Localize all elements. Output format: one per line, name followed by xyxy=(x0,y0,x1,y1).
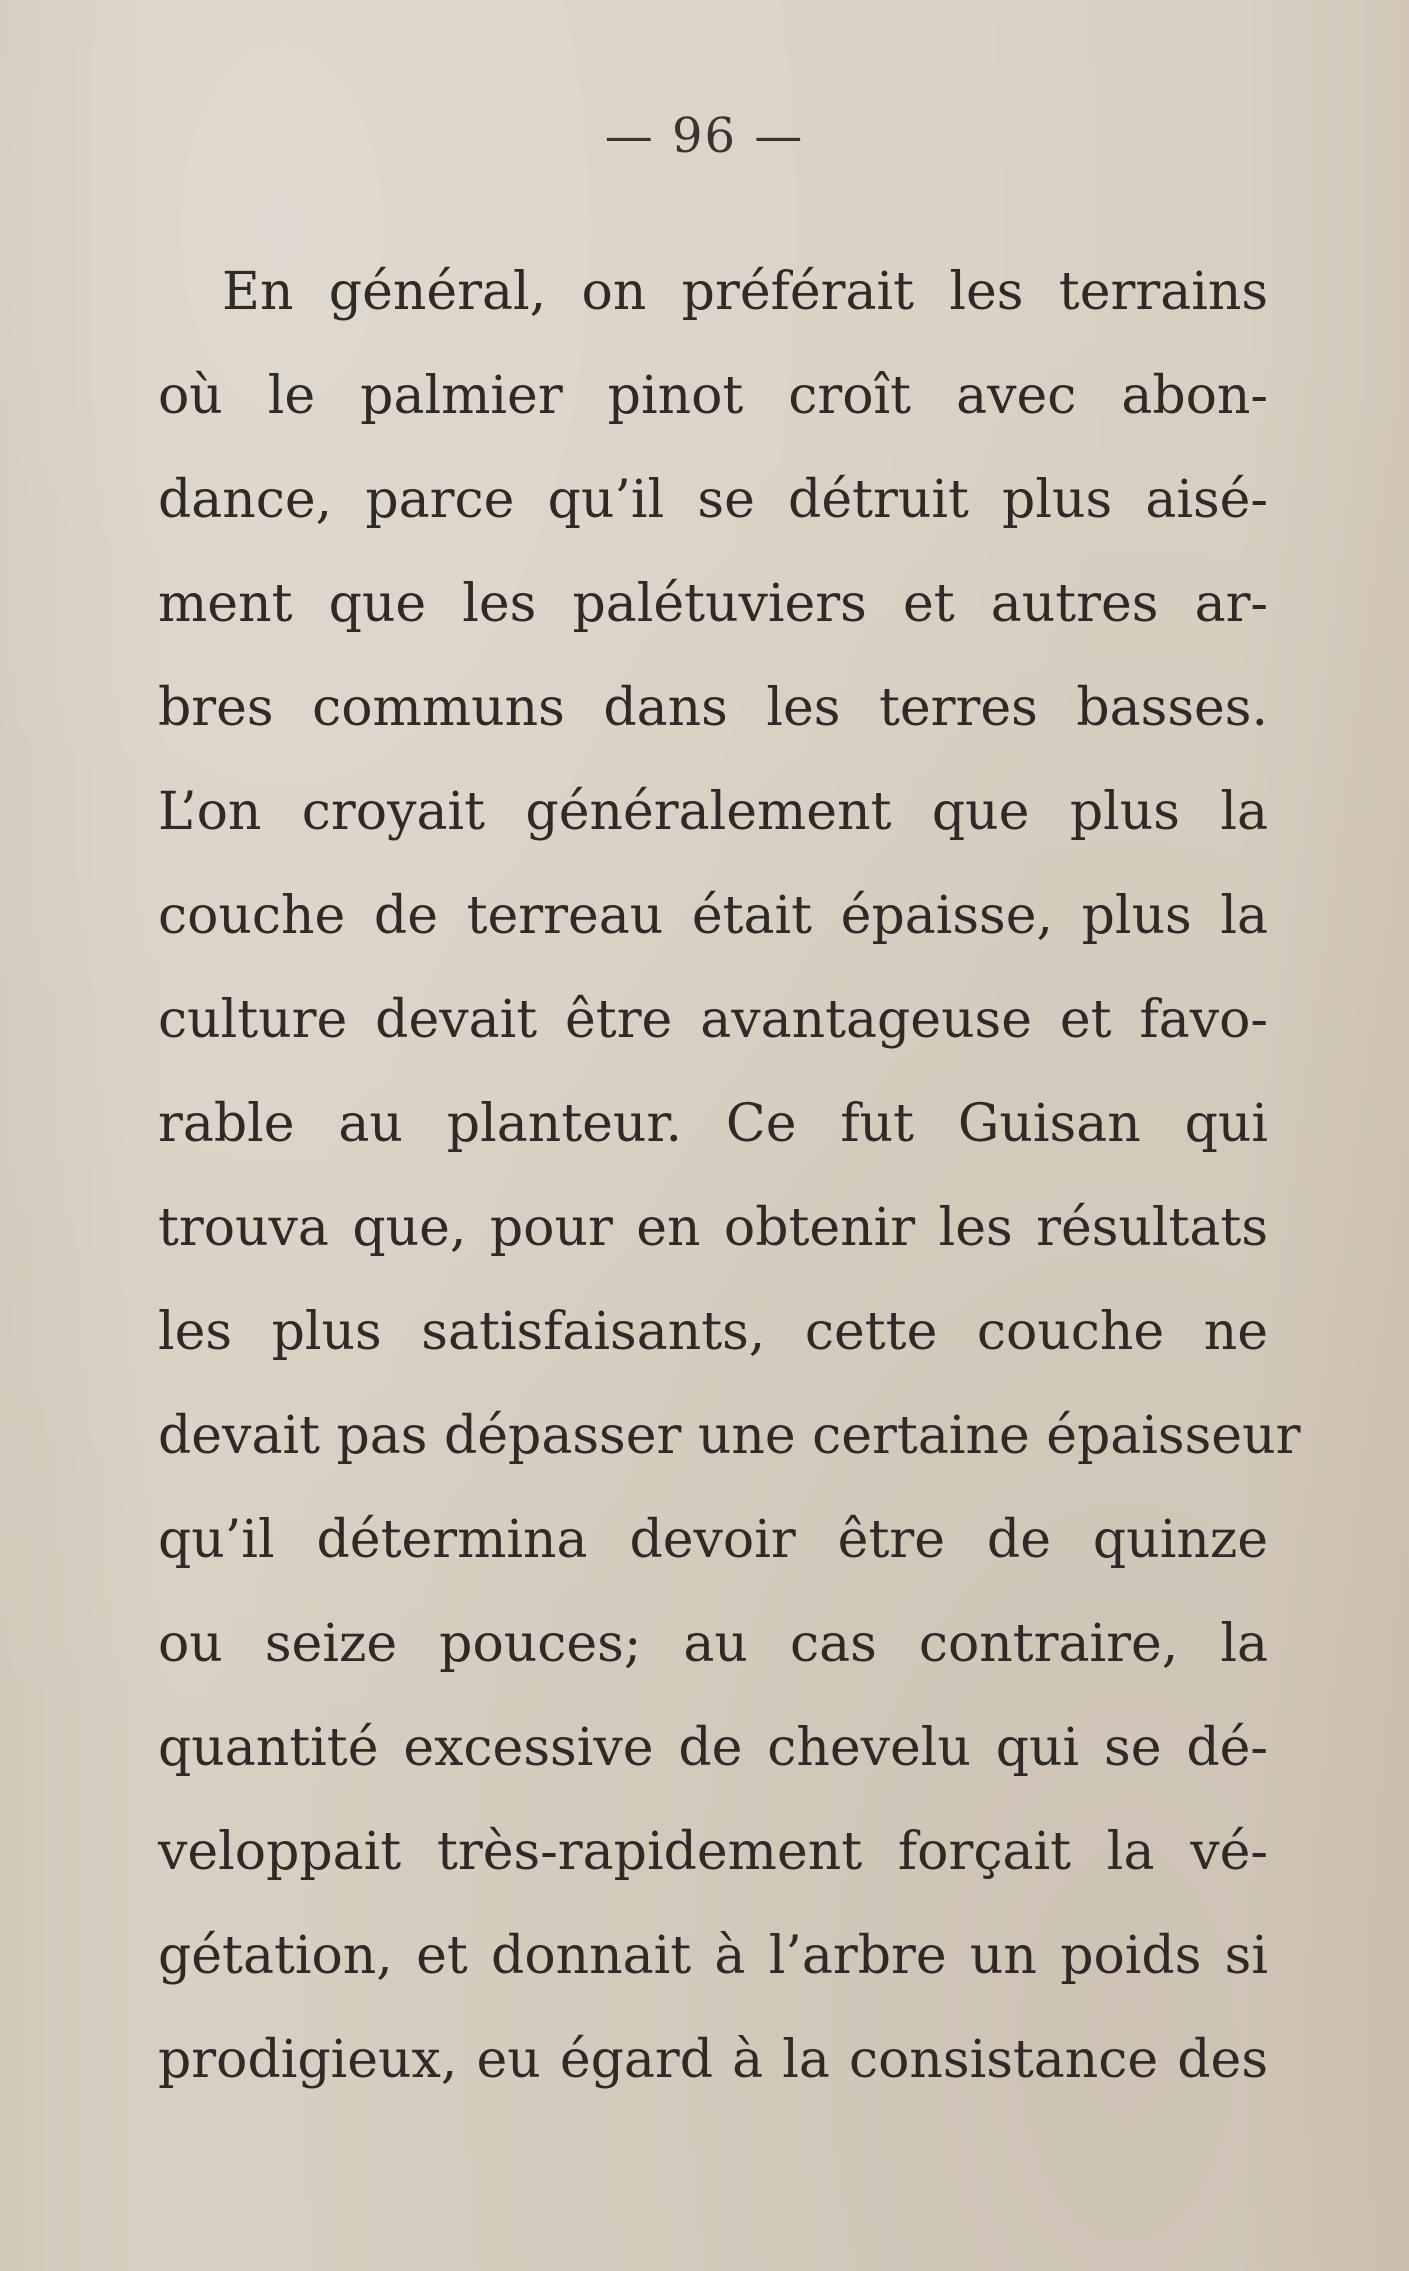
body-text xyxy=(158,240,1301,2112)
text-line: trouva que, pour en obtenir les résultats xyxy=(158,1198,1268,1258)
text-line: culture devait être avantageuse et favo- xyxy=(158,990,1268,1050)
text-line: veloppait très-rapidement forçait la vé- xyxy=(158,1822,1268,1882)
page-number: — 96 — xyxy=(604,108,805,164)
text-line: dance, parce qu’il se détruit plus aisé- xyxy=(158,470,1268,530)
text-line: les plus satisfaisants, cette couche ne xyxy=(158,1302,1268,1362)
text-line: L’on croyait généralement que plus la xyxy=(158,782,1268,842)
text-line: rable au planteur. Ce fut Guisan qui xyxy=(158,1094,1268,1154)
text-line: ment que les palétuviers et autres ar- xyxy=(158,574,1268,634)
text-line: gétation, et donnait à l’arbre un poids si xyxy=(158,1926,1268,1986)
text-line: bres communs dans les terres basses. xyxy=(158,678,1268,738)
text-line: En général, on préférait les terrains xyxy=(222,262,1268,322)
text-line: devait pas dépasser une certaine épaisseur xyxy=(158,1406,1301,1466)
text-line: couche de terreau était épaisse, plus la xyxy=(158,886,1268,946)
text-line: quantité excessive de chevelu qui se dé- xyxy=(158,1718,1268,1778)
text-line: où le palmier pinot croît avec abon- xyxy=(158,366,1268,426)
text-line: qu’il détermina devoir être de quinze xyxy=(158,1510,1268,1570)
text-line: ou seize pouces; au cas contraire, la xyxy=(158,1614,1268,1674)
text-line: prodigieux, eu égard à la consistance des xyxy=(158,2030,1268,2090)
